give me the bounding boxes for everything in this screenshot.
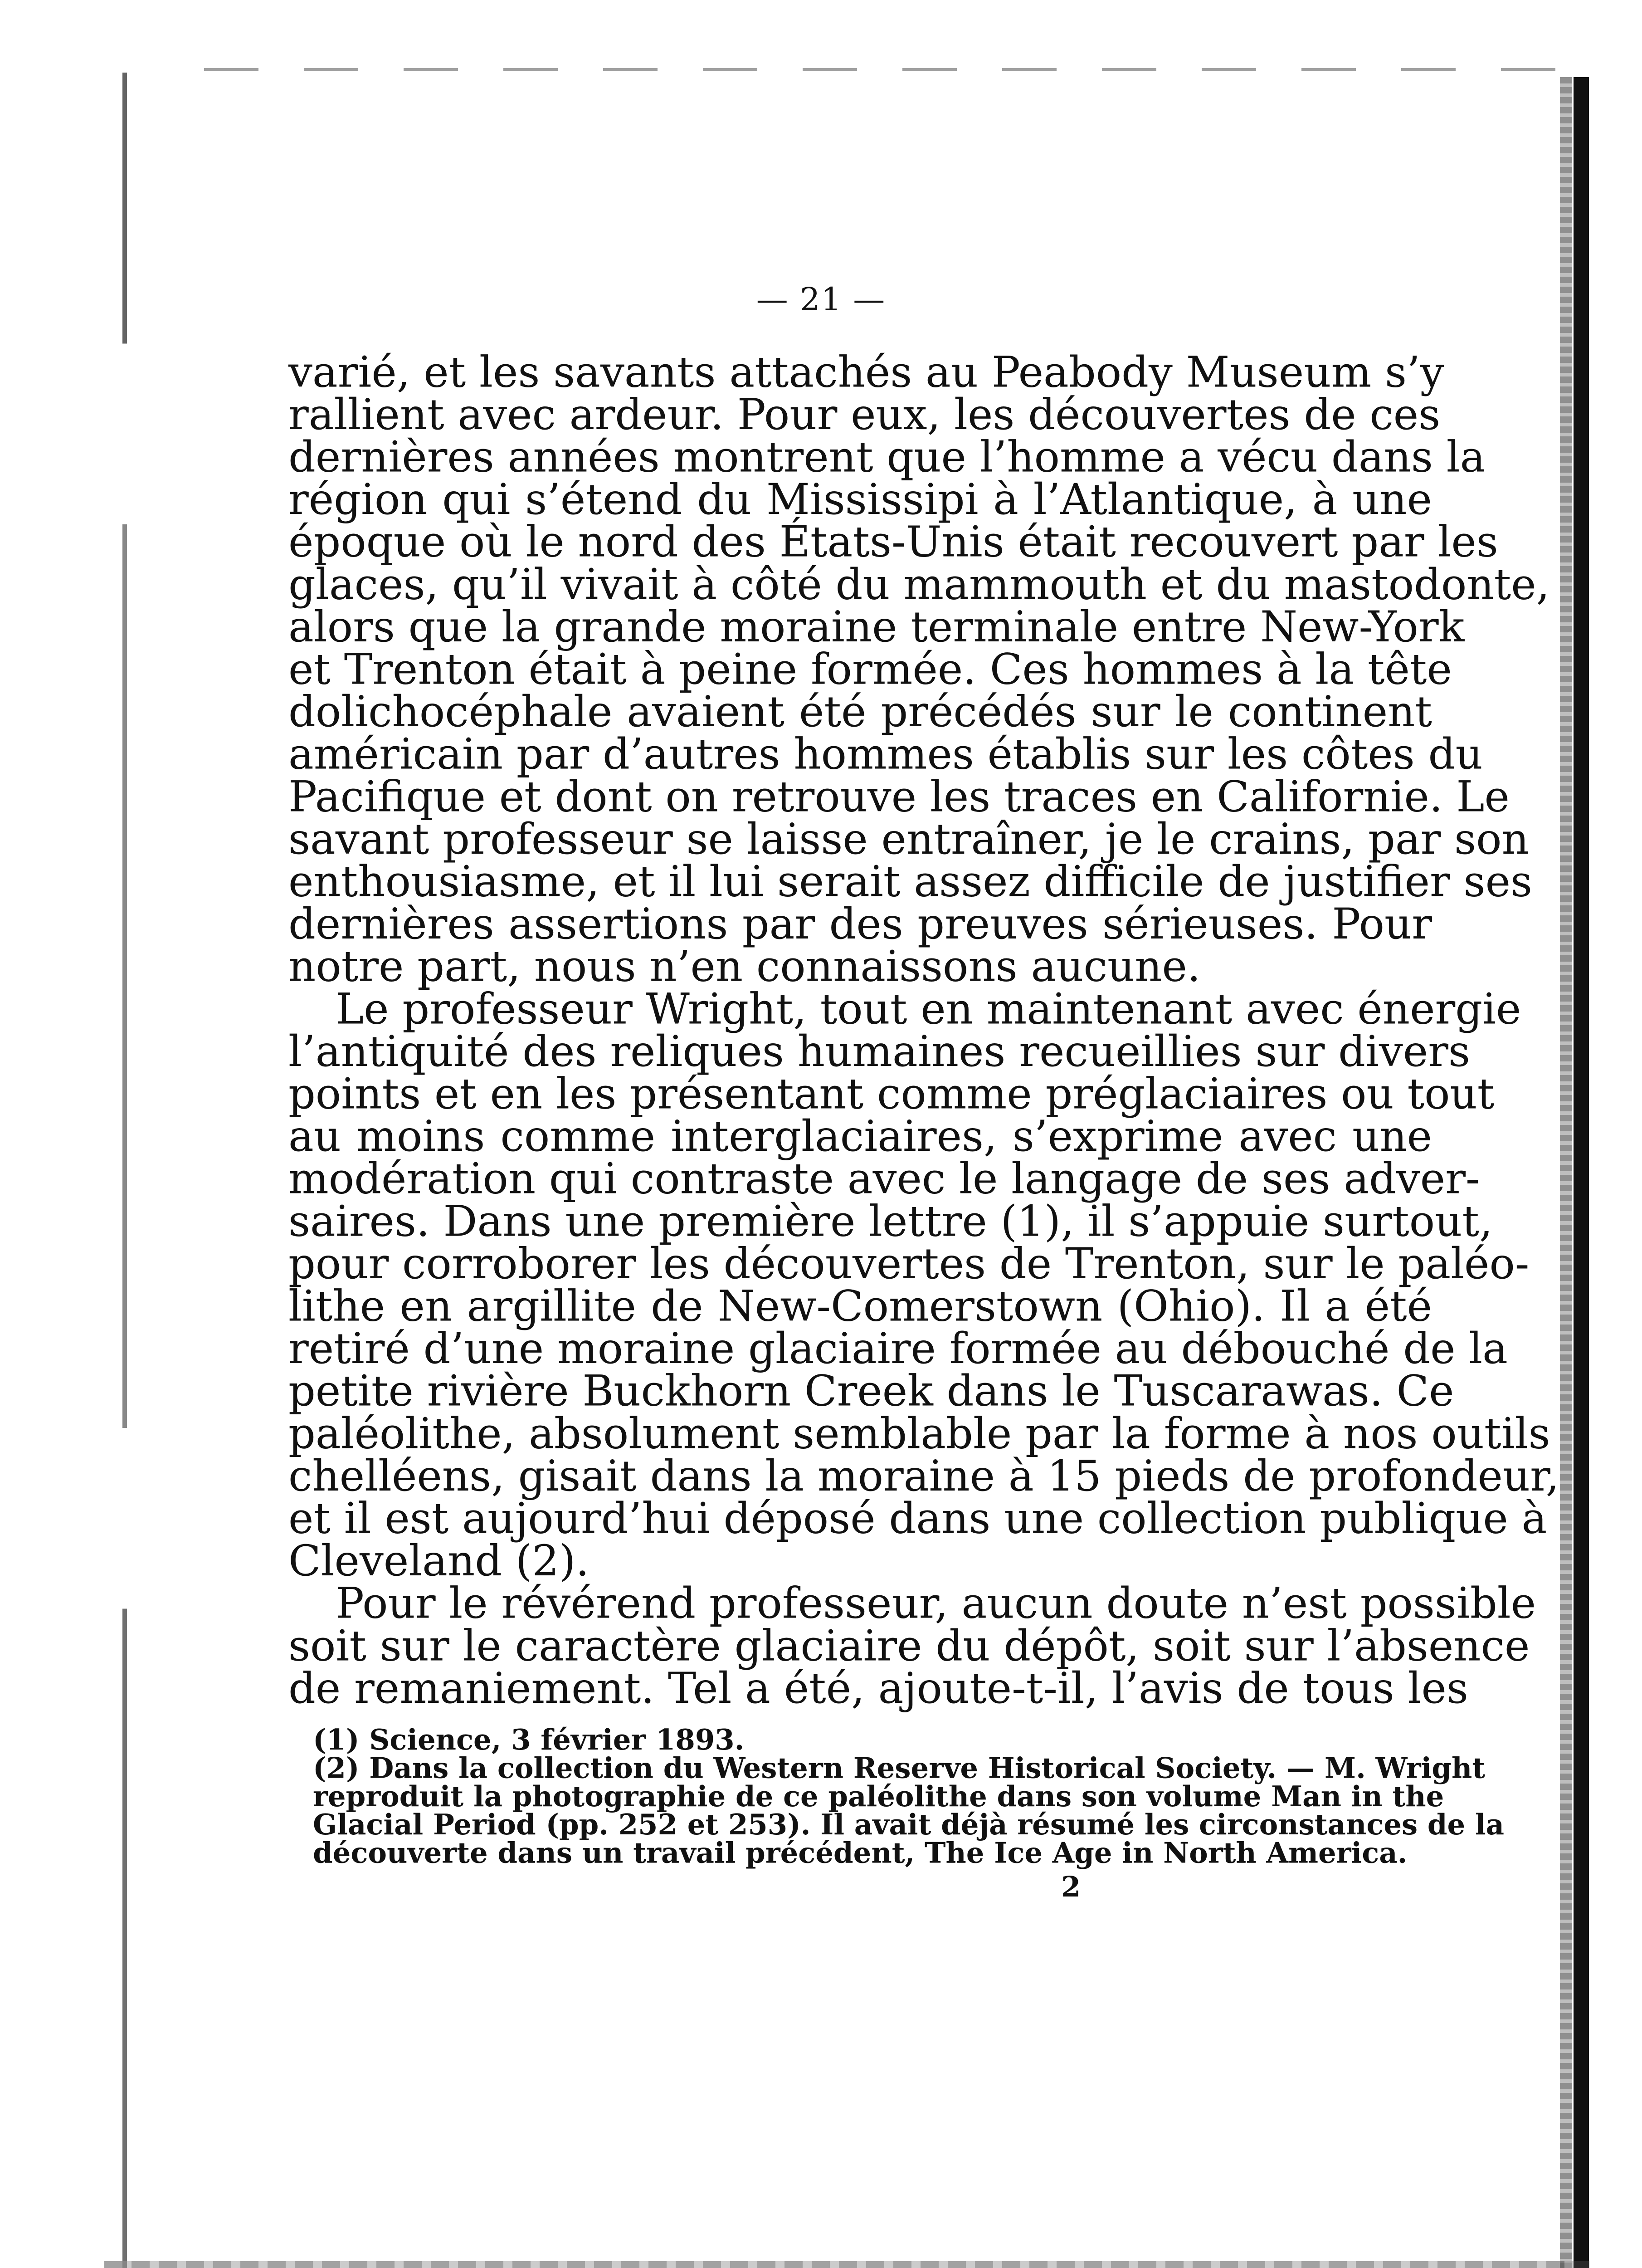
scan-edge-right-shadow (1560, 77, 1572, 2268)
text-line: saires. Dans une première lettre (1), il s’appuie surtout, (288, 1196, 1493, 1246)
footnote-line: Glacial Period (pp. 252 et 253). Il avait déjà résumé les circonstances de la (313, 1809, 1505, 1842)
text-line: dolichocéphale avaient été précédés sur le continent (288, 687, 1432, 737)
text-line: dernières années montrent que l’homme a vécu dans la (288, 432, 1486, 482)
text-line: retiré d’une moraine glaciaire formée au débouché de la (288, 1324, 1508, 1374)
text-line: modération qui contraste avec le langage de ses adver- (288, 1154, 1480, 1203)
text-line: dernières assertions par des preuves sérieuses. Pour (288, 899, 1432, 949)
footnotes (313, 1723, 1505, 1870)
scan-edge-top (204, 68, 1564, 71)
text-line: époque où le nord des États-Unis était recouvert par les (288, 517, 1498, 567)
text-line: petite rivière Buckhorn Creek dans le Tuscarawas. Ce (288, 1366, 1454, 1416)
scan-edge-left (122, 73, 127, 2268)
text-line: Pacifique et dont on retrouve les traces en Californie. Le (288, 772, 1510, 821)
text-line: lithe en argillite de New-Comerstown (Ohio). Il a été (288, 1281, 1432, 1331)
text-line: région qui s’étend du Mississipi à l’Atlantique, à une (288, 474, 1432, 524)
text-line: alors que la grande moraine terminale entre New-York (288, 601, 1465, 651)
text-line: points et en les présentant comme préglaciaires ou tout (288, 1069, 1495, 1119)
text-line: l’antiquité des reliques humaines recueillies sur divers (288, 1026, 1471, 1076)
footnote-line: (1) Science, 3 février 1893. (313, 1723, 745, 1757)
signature-mark: 2 (1061, 1870, 1081, 1903)
text-line: rallient avec ardeur. Pour eux, les découvertes de ces (288, 389, 1441, 439)
text-line: et Trenton était à peine formée. Ces hommes à la tête (288, 644, 1452, 694)
footnote-line: (2) Dans la collection du Western Reserve Historical Society. — M. Wright (313, 1752, 1486, 1785)
text-line: enthousiasme, et il lui serait assez difficile de justifier ses (288, 856, 1533, 906)
text-line: varié, et les savants attachés au Peabody Museum s’y (288, 347, 1444, 397)
text-line: Le professeur Wright, tout en maintenant avec énergie (336, 984, 1521, 1034)
footnote-line: découverte dans un travail précédent, The Ice Age in North America. (313, 1837, 1408, 1870)
text-line: soit sur le caractère glaciaire du dépôt, soit sur l’absence (288, 1621, 1530, 1671)
body-text (288, 347, 1559, 1713)
text-line: pour corroborer les découvertes de Trenton, sur le paléo- (288, 1238, 1530, 1288)
text-line: de remaniement. Tel a été, ajoute-t-il, l’avis de tous les (288, 1663, 1468, 1713)
page-number: — 21 — (756, 281, 886, 318)
text-line: Pour le révérend professeur, aucun doute n’est possible (336, 1578, 1536, 1628)
text-line: paléolithe, absolument semblable par la forme à nos outils (288, 1408, 1550, 1458)
text-line: savant professeur se laisse entraîner, je le crains, par son (288, 814, 1529, 864)
text-line: américain par d’autres hommes établis sur les côtes du (288, 729, 1483, 779)
scan-edge-right (1574, 77, 1589, 2268)
text-line: notre part, nous n’en connaissons aucune. (288, 941, 1201, 991)
text-line: au moins comme interglaciaires, s’exprime avec une (288, 1111, 1432, 1161)
text-line: chelléens, gisait dans la moraine à 15 pieds de profondeur, (288, 1451, 1559, 1501)
text-line: glaces, qu’il vivait à côté du mammouth et du mastodonte, (288, 559, 1550, 609)
footnote-line: reproduit la photographie de ce paléolithe dans son volume Man in the (313, 1780, 1444, 1813)
text-line: et il est aujourd’hui déposé dans une collection publique à (288, 1493, 1547, 1543)
text-line: Cleveland (2). (288, 1536, 590, 1586)
scan-edge-bottom-shadow (104, 2261, 1589, 2268)
